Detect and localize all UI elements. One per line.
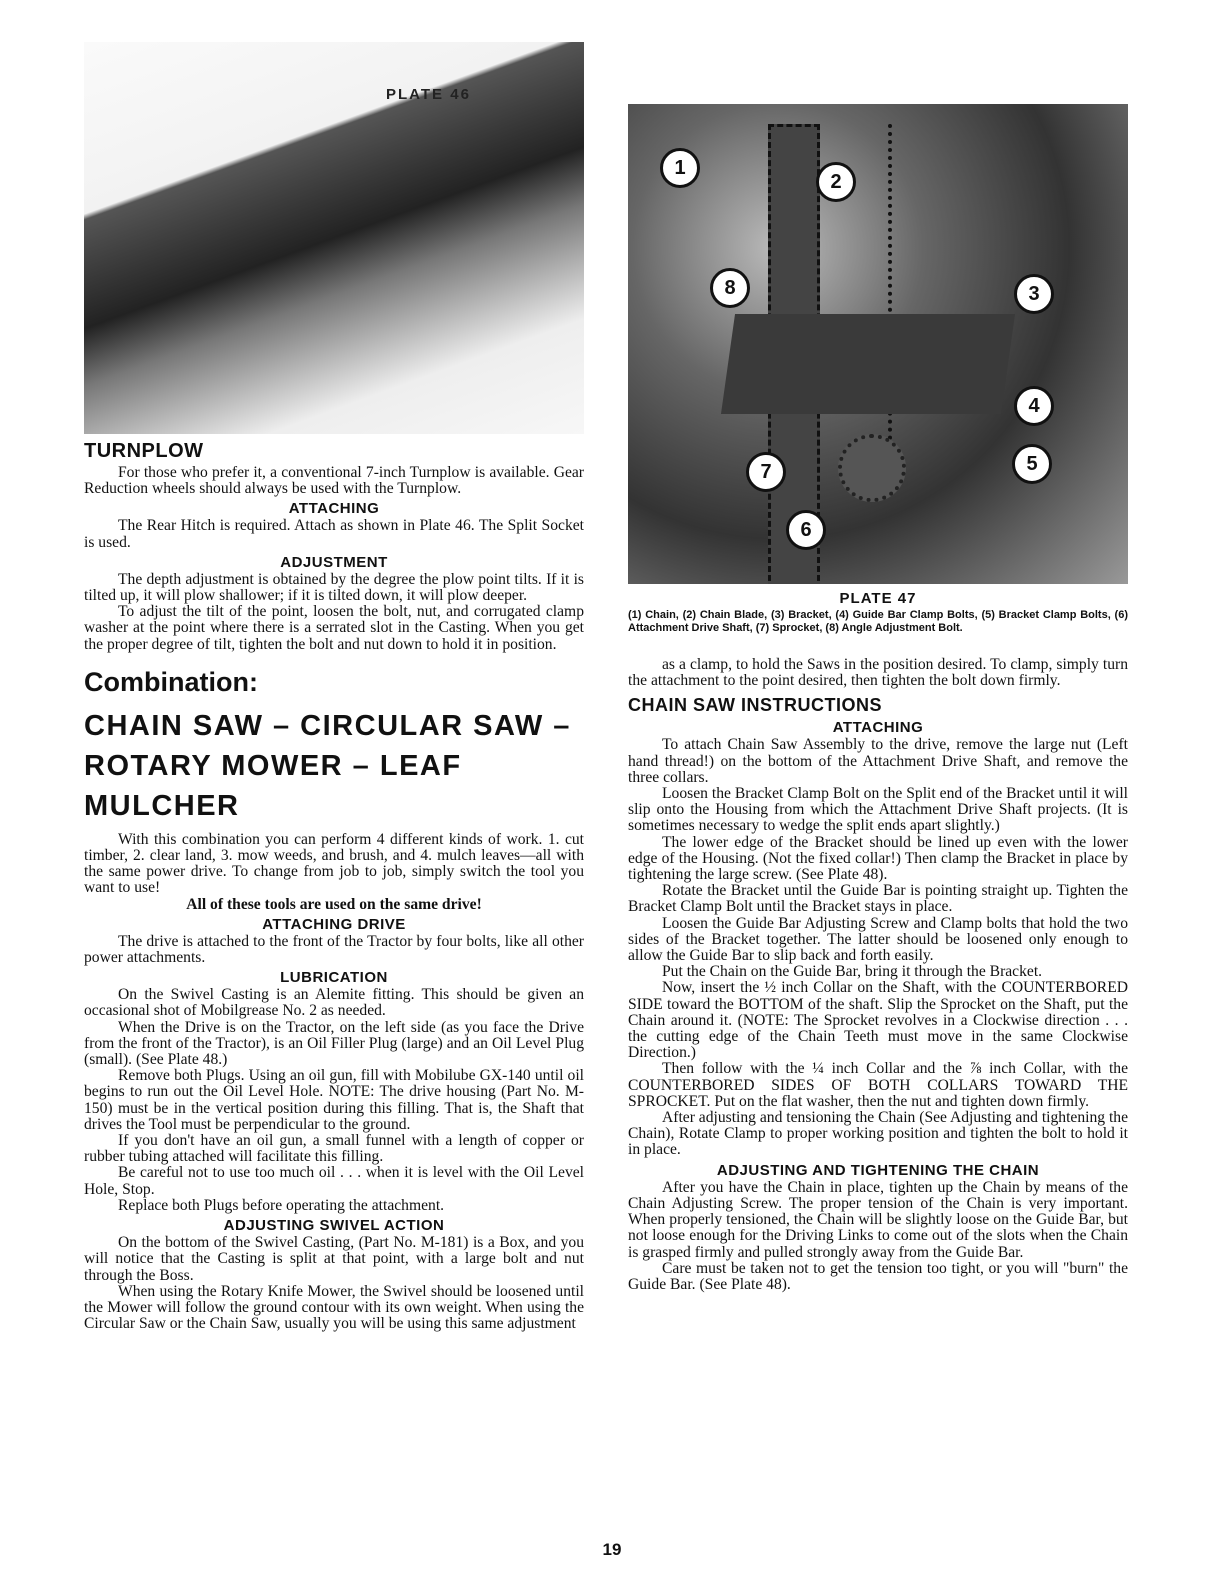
attaching-drive-text: The drive is attached to the front of the Tractor by four bolts, like all other power attachments. <box>84 932 584 967</box>
swivel-paragraph-2: When using the Rotary Knife Mower, the Swivel should be loosened until the Mower will follow the ground contour with its own weight. When using the Circular Saw or the Chain Saw, usually you will be using this same adjustment <box>84 1282 584 1333</box>
turnplow-adjustment-title: ADJUSTMENT <box>280 553 388 571</box>
lubrication-paragraph-4: If you don't have an oil gun, a small funnel with a length of copper or rubber tubing attached will facilitate this filling. <box>84 1132 584 1166</box>
page-number: 19 <box>602 1540 622 1559</box>
chainsaw-attaching-5: Loosen the Guide Bar Adjusting Screw and Clamp bolts that hold the two sides of the Bracket together. The latter should be loosened only enough to allow the Guide Bar to slip back and forth easily. <box>628 914 1128 965</box>
turnplow-attaching: The Rear Hitch is required. Attach as shown in Plate 46. The Split Socket is used. <box>84 517 584 551</box>
lubrication-paragraph-6: Replace both Plugs before operating the attachment. <box>118 1196 445 1214</box>
callout-1: 1 <box>660 148 700 188</box>
callout-6: 6 <box>786 510 826 550</box>
sprocket-shape <box>838 434 906 502</box>
plate-46-photo <box>84 42 584 434</box>
turnplow-intro: For those who prefer it, a conventional 7-inch Turnplow is available. Gear Reduction wheels should always be used with the Turnplow. <box>84 464 584 498</box>
callout-7: 7 <box>746 452 786 492</box>
plate-47-label: PLATE 47 <box>839 590 917 607</box>
adjusting-chain-title: ADJUSTING AND TIGHTENING THE CHAIN <box>716 1161 1040 1179</box>
plate-47-caption: (1) Chain, (2) Chain Blade, (3) Bracket, (4) Guide Bar Clamp Bolts, (5) Bracket Clamp Bolts, (6) Attachment Drive Shaft, (7) Sprocket, (8) Angle Adjustment Bolt. <box>628 609 1128 634</box>
plate-47-photo <box>628 104 1128 584</box>
turnplow-adjustment-1: The depth adjustment is obtained by the degree the plow point tilts. If it is tilted up, it will plow shallower; if it is tilted down, it will plow deeper. <box>84 570 584 605</box>
left-column <box>84 42 584 1332</box>
chainsaw-attaching-1: To attach Chain Saw Assembly to the drive, remove the large nut (Left hand thread!) on the bottom of the Attachment Drive Shaft, and remove the three collars. <box>628 736 1128 786</box>
turnplow-attaching-title: ATTACHING <box>288 500 380 518</box>
callout-2: 2 <box>816 162 856 202</box>
chainsaw-attaching-2: Loosen the Bracket Clamp Bolt on the Split end of the Bracket until it will slip onto the Housing from which the Attachment Drive Shaft projects. (It is sometimes necessary to wedge the split ends apart slightly.) <box>628 785 1128 835</box>
adjusting-chain-2: Care must be taken not to get the tension too tight, or you will "burn" the Guide Bar. (See Plate 48). <box>628 1259 1128 1293</box>
adjusting-chain-1: After you have the Chain in place, tighten up the Chain by means of the Chain Adjusting Screw. The proper tension of the Chain is very important. When properly tensioned, the Chain will be slightly loose on the Guide Bar, but not loose enough for the Driving Links to come out of the slots when the Chain is grasped firmly and pulled strongly away from the Guide Bar. <box>628 1178 1128 1261</box>
same-drive-note: All of these tools are used on the same drive! <box>186 895 482 913</box>
turnplow-adjustment-2: To adjust the tilt of the point, loosen the bolt, nut, and corrugated clamp washer at the point where there is a serrated slot in the Casting. When you get the proper degree of tilt, tighten the bolt and nut down to hold it in position. <box>84 603 584 653</box>
combination-title-line-2: ROTARY MOWER – LEAF MULCHER <box>84 749 462 822</box>
chainsaw-instructions-title: CHAIN SAW INSTRUCTIONS <box>628 695 882 716</box>
combination-title-line-1: CHAIN SAW – CIRCULAR SAW – <box>84 709 571 742</box>
turnplow-title: TURNPLOW <box>84 440 204 462</box>
swivel-title: ADJUSTING SWIVEL ACTION <box>223 1217 445 1235</box>
clamp-continued: as a clamp, to hold the Saws in the position desired. To clamp, simply turn the attachment to the point desired, then tighten the bolt down firmly. <box>628 656 1128 690</box>
attaching-drive-title: ATTACHING DRIVE <box>262 915 406 933</box>
lubrication-paragraph-2: When the Drive is on the Tractor, on the left side (as you face the Drive from the front of the Tractor), is an Oil Filler Plug (large) and an Oil Level Plug (small). (See Plate 48.) <box>84 1018 584 1069</box>
lubrication-paragraph-3: Remove both Plugs. Using an oil gun, fill with Mobilube GX-140 until oil begins to run out the Oil Level Hole. NOTE: The drive housing (Part No. M-150) must be in the vertical position during this filling. That is, the Shaft that drives the Tool must be perpendicular to the ground. <box>84 1067 584 1133</box>
chainsaw-attaching-6: Put the Chain on the Guide Bar, bring it through the Bracket. <box>662 963 1043 981</box>
lubrication-title: LUBRICATION <box>280 969 388 987</box>
chainsaw-attaching-3: The lower edge of the Bracket should be lined up even with the lower edge of the Housing. (Not the fixed collar!) Then clamp the Bracket in place by tightening the large screw. (See Plate 48). <box>628 833 1128 884</box>
combination-heading: Combination: <box>84 666 258 697</box>
callout-3: 3 <box>1014 274 1054 314</box>
plate-46-label: PLATE 46 <box>386 86 471 103</box>
swivel-paragraph-1: On the bottom of the Swivel Casting, (Part No. M-181) is a Box, and you will notice that the Casting is split at that point, with a large bolt and nut through the Boss. <box>84 1234 584 1284</box>
callout-4: 4 <box>1014 386 1054 426</box>
chainsaw-attaching-7: Now, insert the ½ inch Collar on the Shaft, with the COUNTERBORED SIDE toward the BOTTOM of the shaft. Slip the Sprocket on the Shaft, put the Chain around it. (NOTE: The Sprocket revolves in a Clockwise direction . . . the cutting edge of the Chain Teeth must move in the same Clockwise Direction.) <box>628 979 1128 1062</box>
lubrication-paragraph-5: Be careful not to use too much oil . . . when it is level with the Oil Level Hole, Stop. <box>84 1164 584 1198</box>
chainsaw-attaching-8: Then follow with the ¼ inch Collar and the ⅞ inch Collar, with the COUNTERBORED SIDES OF BOTH COLLARS TOWARD THE SPROCKET. Put on the flat washer, then the nut and tighten down firmly. <box>628 1060 1128 1110</box>
lubrication-paragraph-1: On the Swivel Casting is an Alemite fitting. This should be given an occasional shot of Mobilgrease No. 2 as needed. <box>84 986 584 1020</box>
chainsaw-attaching-4: Rotate the Bracket until the Guide Bar is pointing straight up. Tighten the Bracket Clamp Bolt until the Bracket stays in place. <box>628 882 1128 916</box>
combination-intro: With this combination you can perform 4 different kinds of work. 1. cut timber, 2. clear land, 3. mow weeds, and brush, and 4. mulch leaves—all with the same power drive. To change from job to job, simply switch the tool you want to use! <box>84 830 584 897</box>
chainsaw-attaching-9: After adjusting and tensioning the Chain (See Adjusting and tightening the Chain), Rotate Clamp to proper working position and tighten the bolt to hold it in place. <box>628 1109 1129 1159</box>
bracket-shape <box>721 314 1015 414</box>
right-column <box>628 104 1128 1293</box>
callout-8: 8 <box>710 268 750 308</box>
chainsaw-attaching-title: ATTACHING <box>832 719 924 737</box>
callout-5: 5 <box>1012 444 1052 484</box>
